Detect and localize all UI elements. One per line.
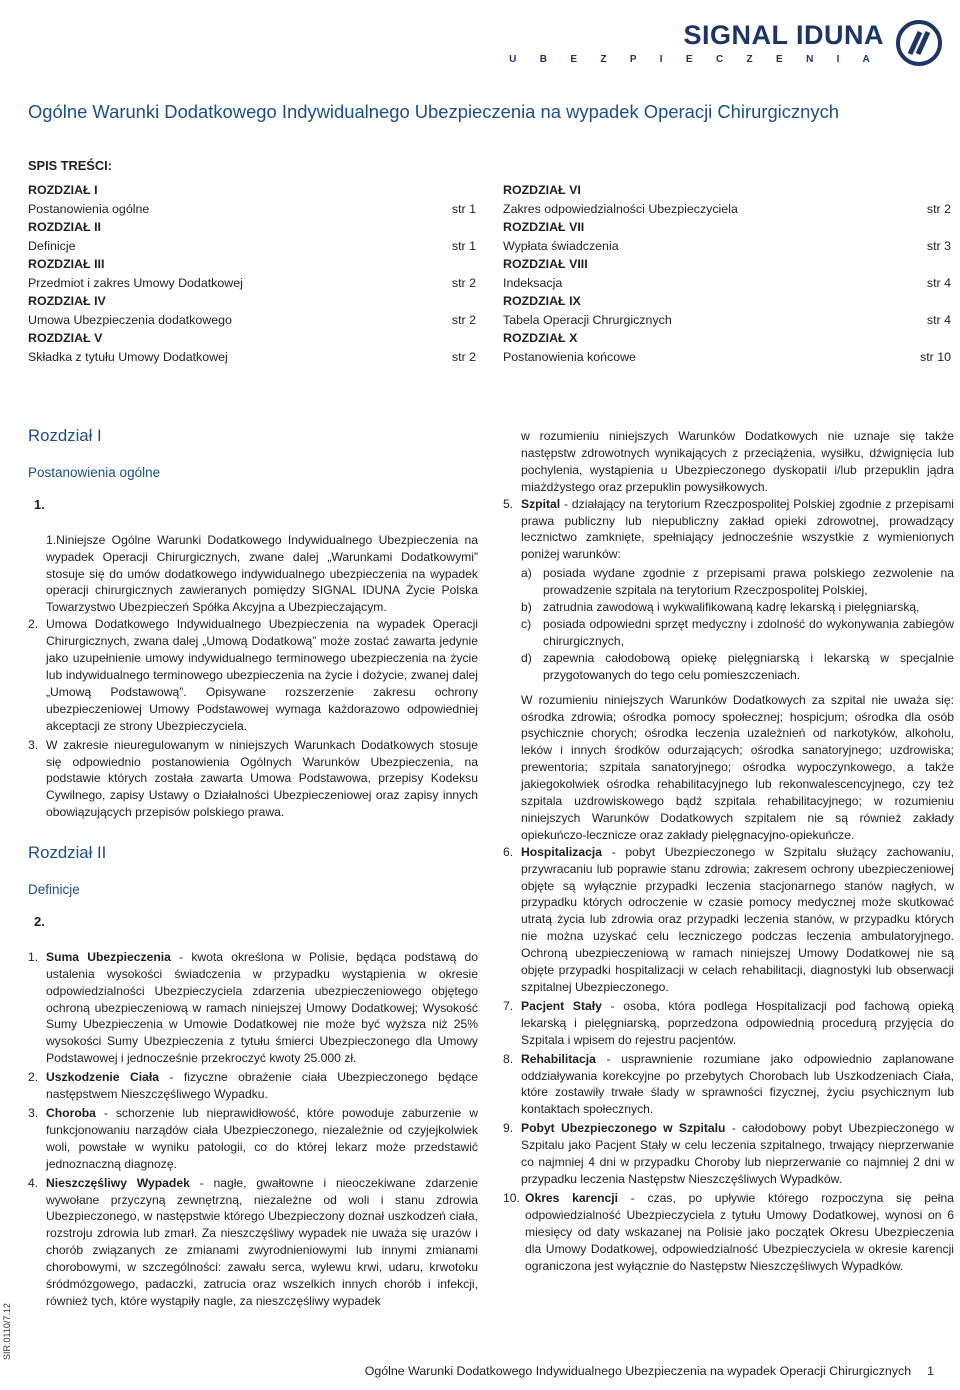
definition-text: - pobyt Ubezpieczonego w Szpitalu służący zachowaniu, przywracaniu lub poprawie stanu zdrowia; zakresem ochrony ubezpieczeniowej objęte są wyłącznie przypadki leczenia stacjonarnego stanów nagłych, w przypadku których odroczenie w czasie pomocy medycznej może skutkować utratą życia lub zdrowia oraz przypadki leczenia stanów, w przypadku których nie można uzyskać celu leczniczego podczas leczenia ambulatoryjnego. Ochroną ubezpieczeniową w ramach niniejszej Umowy Dodatkowej nie są objęte przypadki hospitalizacji w celach rehabilitacji, diagnostyki lub obserwacji szpitalnej Ubezpieczonego.	[521, 844, 954, 994]
toc-entry	[503, 255, 951, 292]
toc-entry	[28, 255, 476, 292]
document-code: SIR.0110/7.12	[2, 1303, 12, 1360]
toc-chapter: ROZDZIAŁ IV	[28, 294, 106, 308]
item-number: 3.	[28, 737, 39, 752]
definition-item	[503, 844, 954, 996]
definition-4-continued: w rozumieniu niniejszych Warunków Dodatkowych nie uznaje się także następstw zdrowotnych wynikających z przeciążenia, wysiłku, dźwignięcia lub pochylenia, wystąpienia u Ubezpieczonego dyskopatii i/lub przepuklin jądra miażdżystego oraz przepuklin powysiłkowych.	[521, 429, 954, 494]
item-number: 5.	[503, 496, 514, 511]
definition-item	[28, 1069, 478, 1103]
chapter-1-subtitle: Postanowienia ogólne	[28, 464, 161, 480]
item-number: 1.	[28, 949, 39, 964]
item-number: 9.	[503, 1121, 514, 1136]
definition-term: Rehabilitacja	[521, 1051, 596, 1066]
toc-name: Definicje	[28, 238, 76, 253]
toc-page: str 2	[451, 275, 476, 290]
definition-item	[28, 1105, 478, 1173]
toc-entry	[28, 329, 476, 366]
hospital-conditions	[503, 565, 954, 683]
condition-item	[521, 565, 954, 599]
item-text: Umowa Dodatkowego Indywidualnego Ubezpieczenia na wypadek Operacji Chirurgicznych, zwana dalej „Umową Dodatkową” może zostać zawarta jedynie jako uzupełnienie umowy indywidualnego terminowego ubezpieczenia na życie lub indywidualnego terminowego ubezpieczenia na życie i dożycie, zwanej dalej „Umową Podstawową”. Opisywane rozszerzenie zakresu ochrony ubezpieczeniowej Umowy Podstawowej wymaga każdorazowo odpowiedniej akceptacji ze strony Ubezpieczyciela.	[46, 617, 478, 733]
toc-page: str 4	[926, 312, 951, 327]
toc-heading: SPIS TREŚCI:	[28, 158, 112, 173]
toc-entry	[28, 218, 476, 255]
item-number: 3.	[28, 1106, 39, 1120]
toc-name: Przedmiot i zakres Umowy Dodatkowej	[28, 275, 243, 290]
definition-term: Nieszczęśliwy Wypadek	[46, 1175, 190, 1190]
toc-entry	[28, 292, 476, 329]
toc-entry	[503, 329, 951, 366]
chapter-1-title: Rozdział I	[28, 426, 102, 445]
toc-name: Zakres odpowiedzialności Ubezpieczyciela	[503, 201, 738, 216]
brand-subtitle: U B E Z P I E C Z E N I A	[509, 54, 880, 65]
toc-page: str 1	[451, 201, 476, 216]
item-letter: a)	[521, 566, 532, 581]
item-number: 2.	[28, 617, 39, 632]
definition-text: - kwota określona w Polisie, będąca podstawą do ustalenia wysokości świadczenia w przypadku wystąpienia w okresie odpowiedzialności Ubezpieczyciela zdarzenia ubezpieczeniowego objętego ochroną ubezpieczeniową w ramach niniejszej Umowy Dodatkowej; Wysokość Sumy Ubezpieczenia w Umowie Dodatkowej nie może być wyższa niż 25% wysokości Sumy Ubezpieczenia z tytułu śmierci Ubezpieczonego dla Umowy Podstawowej i jednocześnie przekroczyć kwoty 25.000 zł.	[46, 949, 478, 1066]
definition-text: - działający na terytorium Rzeczpospolitej Polskiej zgodnie z przepisami prawa publiczny lub niepubliczny zakład opieki zdrowotnej, prowadzący lecznictwo zamknięte, spełniający jednocześnie wszystkie z wymienionych poniżej warunków:	[521, 496, 954, 562]
toc-chapter: ROZDZIAŁ I	[28, 183, 98, 197]
definition-term: Uszkodzenie Ciała	[46, 1070, 159, 1085]
definition-text: - czas, po upływie którego rozpoczyna się pełna odpowiedzialność Ubezpieczyciela z tytułu Umowy Dodatkowej, wynosi on 6 miesięcy od daty wskazanej na Polisie jako początek Okresu Ubezpieczenia dla Umowy Dodatkowej, odpowiedzialność Ubezpieczyciela w okresie karencji ograniczona jest wyłącznie do Następstw Nieszczęśliwych Wypadków.	[525, 1190, 954, 1273]
toc-chapter: ROZDZIAŁ VI	[503, 183, 581, 197]
condition-item	[521, 599, 954, 616]
definition-text: - fizyczne obrażenie ciała Ubezpieczonego będące następstwem Nieszczęśliwego Wypadku.	[46, 1070, 478, 1102]
definition-item	[28, 949, 478, 1067]
definition-item	[503, 1120, 954, 1188]
toc-chapter: ROZDZIAŁ III	[28, 257, 105, 271]
definition-item	[28, 1175, 478, 1310]
toc-entry	[28, 181, 476, 218]
toc-name: Postanowienia ogólne	[28, 201, 150, 216]
definition-term: Okres karencji	[525, 1190, 619, 1205]
chapter-1-paragraph-1: 1.Niniejsze Ogólne Warunki Dodatkowego Indywidualnego Ubezpieczenia na wypadek Operacji Chirurgicznych, zwane dalej „Warunkami Dodatkowymi” stosuje się do umów dodatkowego indywidualnego ubezpieczenia na wypadek operacji chirurgicznych zawieranych pomiędzy SIGNAL IDUNA Życie Polska Towarzystwo Ubezpieczeń Spółka Akcyjna a Ubezpieczającym.	[46, 532, 478, 615]
toc-entry	[503, 218, 951, 255]
page-footer	[365, 1364, 934, 1378]
item-letter: b)	[521, 600, 532, 615]
brand-name: SIGNAL IDUNA	[683, 20, 884, 50]
toc-name: Wypłata świadczenia	[503, 238, 619, 253]
chapter-2-subtitle: Definicje	[28, 882, 80, 898]
hospital-exclusion-note: W rozumieniu niniejszych Warunków Dodatkowych za szpital nie uważa się: ośrodka zdrowia; ośrodka pomocy społecznej; hospicjum; ośrodka dla osób psychicznie chorych; ośrodka leczenia uzależnień od narkotyków, alkoholu, leków i innych środków odurzających; ośrodka sanatoryjnego; uzdrowiska; prewentoria; szpitala sanatoryjnego; ośrodka wypoczynkowego, a także jakiegokolwiek ośrodka rehabilitacyjnego lub rekonwalescencyjnego, czy też szpitala uzdrowiskowego bądź szpitala rehabilitacyjnego; w rozumieniu niniejszych Warunków Dodatkowych szpitalem nie są również zakłady opiekuńczo-lecznicze oraz zakłady pielęgnacyjno-opiekuńcze.	[521, 692, 954, 842]
toc-entry	[503, 292, 951, 329]
toc-chapter: ROZDZIAŁ II	[28, 220, 101, 234]
toc-name: Postanowienia końcowe	[503, 349, 636, 364]
section-2-number: 2.	[34, 913, 45, 929]
definition-text: - usprawnienie rozumiane jako odpowiednio zaplanowane oddziaływania korekcyjne po przebytych Chorobach lub Uszkodzeniach Ciała, które zostawiły trwałe ślady w sprawności fizycznej, życiu psychicznym lub kontaktach społecznych.	[521, 1051, 954, 1117]
toc-chapter: ROZDZIAŁ VIII	[503, 257, 588, 271]
body-left-column	[28, 428, 478, 1312]
section-1-number: 1.	[34, 496, 45, 512]
toc-name: Składka z tytułu Umowy Dodatkowej	[28, 349, 228, 364]
toc-chapter: ROZDZIAŁ VII	[503, 220, 585, 234]
page-number: 1	[927, 1364, 934, 1378]
item-number: 4.	[28, 1175, 39, 1190]
item-letter: c)	[521, 616, 532, 631]
toc-name: Indeksacja	[503, 275, 563, 290]
toc-page: str 3	[926, 238, 951, 253]
toc-chapter: ROZDZIAŁ X	[503, 331, 578, 345]
definition-text: - nagłe, gwałtowne i nieoczekiwane zdarzenie wywołane przyczyną zewnętrzną, niezależne od woli i stanu zdrowia Ubezpieczonego, w następstwie którego Ubezpieczony doznał uszkodzeń ciała, rozstroju zdrowia lub zmarł. Za nieszczęśliwy wypadek nie uważa się urazów i chorób związanych ze zmianami zwyrodnieniowymi lub innymi zmianami chorobowymi, w szczególności: zawału serca, wylewu krwi, udaru, krwotoku śródmózgowego, padaczki, zatrucia oraz wszelkich innych chorób i infekcji, również tych, które wystąpiły nagle, za nieszczęśliwy wypadek	[46, 1175, 479, 1308]
definition-term: Choroba	[46, 1106, 96, 1120]
body-right-column	[503, 428, 954, 1276]
toc-page: str 1	[451, 238, 476, 253]
toc-chapter: ROZDZIAŁ IX	[503, 294, 581, 308]
definition-text: - całodobowy pobyt Ubezpieczonego w Szpitalu jako Pacjent Stały w celu leczenia szpitalnego, trwający nieprzerwanie co najmniej 4 dni w przypadku Choroby lub nieprzerwanie co najmniej 2 dni w przypadku leczenia Następstw Nieszczęśliwych Wypadków.	[521, 1121, 954, 1186]
definition-term: Suma Ubezpieczenia	[46, 949, 171, 964]
item-number: 8.	[503, 1051, 514, 1066]
document-title: Ogólne Warunki Dodatkowego Indywidualnego Ubezpieczenia na wypadek Operacji Chirurgicznych	[28, 101, 839, 122]
item-number: 6.	[503, 844, 514, 859]
item-number: 7.	[503, 998, 514, 1013]
list-item	[28, 737, 478, 822]
definition-term: Szpital	[521, 496, 561, 511]
toc-page: str 4	[926, 275, 951, 290]
item-letter: d)	[521, 650, 532, 665]
definition-term: Hospitalizacja	[521, 844, 602, 859]
item-number: 2.	[28, 1070, 39, 1085]
brand-logo	[509, 12, 946, 72]
definition-item	[503, 1051, 954, 1119]
toc-entry	[503, 181, 951, 218]
item-number: 10.	[503, 1190, 520, 1205]
definition-term: Pacjent Stały	[521, 998, 602, 1013]
definition-text: - schorzenie lub nieprawidłowość, które powoduje zaburzenie w funkcjonowaniu narządów ciała Ubezpieczonego, niezależnie od czyjejkolwiek woli, powstałe w wyniku patologii, co do której lekarz może przedstawić jednoznaczną diagnozę.	[46, 1106, 478, 1171]
toc-left-column	[28, 181, 476, 366]
condition-item	[521, 616, 954, 650]
chapter-2-title: Rozdział II	[28, 843, 107, 863]
toc-right-column	[503, 181, 951, 366]
list-item	[28, 616, 478, 734]
condition-item	[521, 650, 954, 684]
definition-item	[503, 998, 954, 1049]
item-text: posiada odpowiedni sprzęt medyczny i zdolność do wykonywania zabiegów chirurgicznych,	[543, 616, 954, 648]
toc-page: str 2	[926, 201, 951, 216]
toc-page: str 10	[920, 349, 951, 364]
brand-mark-icon	[896, 20, 942, 66]
definition-text: - osoba, która podlega Hospitalizacji pod fachową opieką lekarską i pielęgniarską, poprzedzona odpowiednią procedurą przyjęcia do Szpitala i wpisem do rejestru pacjentów.	[521, 998, 954, 1047]
toc-page: str 2	[451, 312, 476, 327]
toc-chapter: ROZDZIAŁ V	[28, 331, 103, 345]
toc-page: str 2	[451, 349, 476, 364]
item-text: posiada wydane zgodnie z przepisami prawa polskiego zezwolenie na prowadzenie szpitala na terytorium Rzeczpospolitej Polskiej,	[543, 566, 954, 598]
definition-term: Pobyt Ubezpieczonego w Szpitalu	[521, 1121, 726, 1136]
definition-item	[503, 1190, 954, 1275]
item-text: zapewnia całodobową opiekę pielęgniarską i lekarską w specjalnie przygotowanych do tego celu pomieszczeniach.	[543, 650, 954, 682]
definition-item	[503, 496, 954, 564]
toc-name: Tabela Operacji Chrurgicznych	[503, 312, 672, 327]
footer-text: Ogólne Warunki Dodatkowego Indywidualnego Ubezpieczenia na wypadek Operacji Chirurgicznych	[364, 1364, 912, 1378]
toc-name: Umowa Ubezpieczenia dodatkowego	[28, 312, 232, 327]
item-text: W zakresie nieuregulowanym w niniejszych Warunkach Dodatkowych stosuje się odpowiednio postanowienia Ogólnych Warunków Ubezpieczenia, na podstawie których została zawarta Umowa Podstawowa, przepisy Kodeksu Cywilnego, zapisy Ustawy o Działalności Ubezpieczeniowej oraz zapisy innych obowiązujących przepisów polskiego prawa.	[46, 737, 478, 820]
item-text: zatrudnia zawodową i wykwalifikowaną kadrę lekarską i pielęgniarską,	[543, 600, 920, 615]
